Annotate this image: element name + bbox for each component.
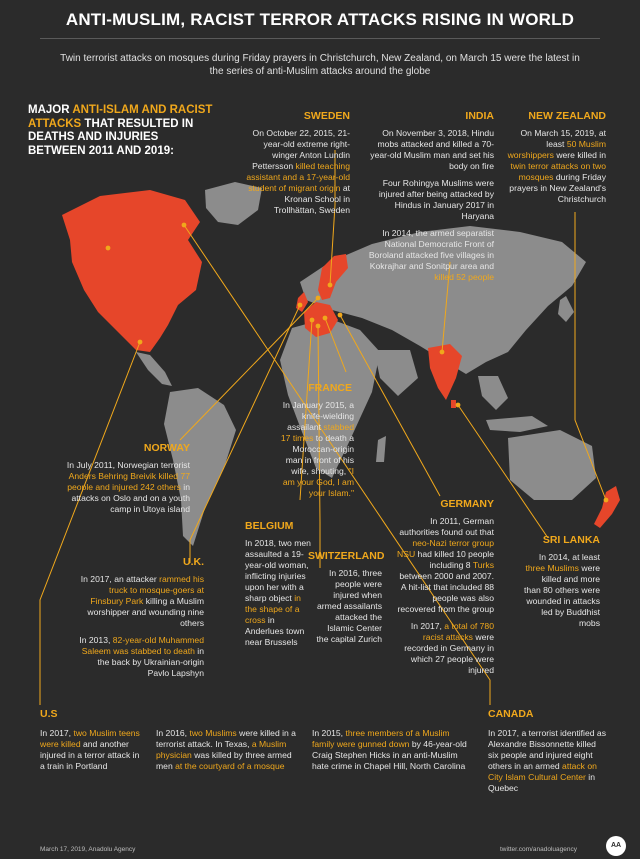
subtitle: Twin terrorist attacks on mosques during Friday prayers in Christchurch, New Zealand, on March 15 were the latest in the series of anti-Muslim attacks around the globe bbox=[60, 53, 580, 77]
us-heading: U.S bbox=[40, 708, 58, 720]
sri-lanka-text: In 2014, at least three Muslims were killed and more than 80 others were wounded in attacks led by Buddhist mobs bbox=[524, 552, 600, 628]
us-text-3: In 2015, three members of a Muslim family were gunned down by 46-year-old Craig Stephen Hicks in an anti-Muslim hate crime in Chapel Hill, North Carolina bbox=[312, 728, 467, 771]
sri-lanka-heading: SRI LANKA bbox=[542, 534, 600, 546]
india-text bbox=[366, 128, 494, 283]
new-zealand-shape bbox=[594, 486, 620, 528]
india-paragraph-3: In 2014, the armed separatist National Democratic Front of Boroland attacked five villages in Kokrajhar and Sonitpur area and killed 52 people bbox=[368, 228, 494, 282]
sri-lanka-shape bbox=[451, 400, 456, 408]
india-heading: INDIA bbox=[465, 110, 494, 122]
uk-paragraph-2: In 2013, 82-year-old Muhammed Saleem was stabbed to death in the back by Ukrainian-origin Pavlo Lapshyn bbox=[79, 635, 204, 678]
germany-paragraph-1: In 2011, German authorities found out that neo-Nazi terror group NSU had killed 10 people including 8 Turks between 2000 and 2007. A hit-list that included 88 people was also recovered from the group bbox=[397, 516, 494, 614]
new-zealand-heading: NEW ZEALAND bbox=[528, 110, 606, 122]
footer-date: March 17, 2019, Anadolu Agency bbox=[40, 846, 136, 853]
norway-heading: NORWAY bbox=[143, 442, 190, 454]
footer-twitter: twitter.com/anadoluagency bbox=[500, 846, 577, 853]
us-text-2: In 2016, two Muslims were killed in a terrorist attack. In Texas, a Muslim physician was killed by three armed men at the courtyard of a mosque bbox=[156, 728, 296, 771]
sweden-heading: SWEDEN bbox=[303, 110, 350, 122]
india-paragraph-1: On November 3, 2018, Hindu mobs attacked and killed a 70-year-old Muslim man and set his body on fire bbox=[370, 128, 494, 171]
canada-heading: CANADA bbox=[488, 708, 534, 720]
page-title: ANTI-MUSLIM, RACIST TERROR ATTACKS RISING IN WORLD bbox=[65, 10, 575, 29]
uk-text bbox=[76, 574, 204, 679]
belgium-text: In 2018, two men assaulted a 19-year-old woman, inflicting injuries upon her with a sharp object in the shape of a cross in Anderlues town near Brussels bbox=[245, 538, 311, 647]
north-america-shape bbox=[62, 190, 202, 352]
major-attacks-heading: MAJOR ANTI-ISLAM AND RACIST ATTACKS THAT RESULTED IN DEATHS AND INJURIES BETWEEN 2011 AND 2019: bbox=[28, 104, 213, 157]
norway-text: In July 2011, Norwegian terrorist Anders Behring Breivik killed 77 people and injured 242 others in attacks on Oslo and on a youth camp in Utoya island bbox=[66, 460, 190, 514]
france-heading: FRANCE bbox=[308, 382, 352, 394]
india-shape bbox=[428, 344, 462, 400]
us-text-1: In 2017, two Muslim teens were killed and another injured in a terror attack in a train in Portland bbox=[40, 728, 140, 771]
sweden-text: On October 22, 2015, 21-year-old extreme right-winger Anton Lundin Pettersson killed teaching assistant and a 17-year-old student of migrant origin at Kronan School in Trollhättan, Sweden bbox=[246, 128, 350, 215]
uk-heading: U.K. bbox=[183, 556, 204, 568]
india-paragraph-2: Four Rohingya Muslims were injured after being attacked by Hindus in January 2017 in Haryana bbox=[378, 178, 494, 221]
belgium-heading: BELGIUM bbox=[245, 520, 294, 532]
france-text: In January 2015, a knife-wielding assailant stabbed 17 times to death a Moroccan-origin man in front of his wife, shouting, "I am your God, I am your Islam." bbox=[280, 400, 354, 498]
canada-text: In 2017, a terrorist identified as Alexandre Bissonnette killed six people and injured eight others in an armed attack on City Islam Cultural Center in Quebec bbox=[488, 728, 606, 793]
switzerland-heading: SWITZERLAND bbox=[308, 550, 385, 562]
germany-text bbox=[396, 516, 494, 676]
germany-paragraph-2: In 2017, a total of 780 racist attacks were recorded in Germany in which 27 people were injured bbox=[404, 621, 494, 675]
uk-paragraph-1: In 2017, an attacker rammed his truck to mosque-goers at Finsbury Park killing a Muslim worshipper and wounding nine others bbox=[80, 574, 204, 628]
agency-logo: AA bbox=[606, 836, 626, 856]
germany-heading: GERMANY bbox=[440, 498, 494, 510]
switzerland-text: In 2016, three people were injured when armed assailants attacked the Islamic Center the capital Zurich bbox=[316, 568, 382, 644]
new-zealand-text: On March 15, 2019, at least 50 Muslim worshippers were killed in twin terror attacks on two mosques during Friday prayers in New Zealand's Christchurch bbox=[507, 128, 606, 204]
